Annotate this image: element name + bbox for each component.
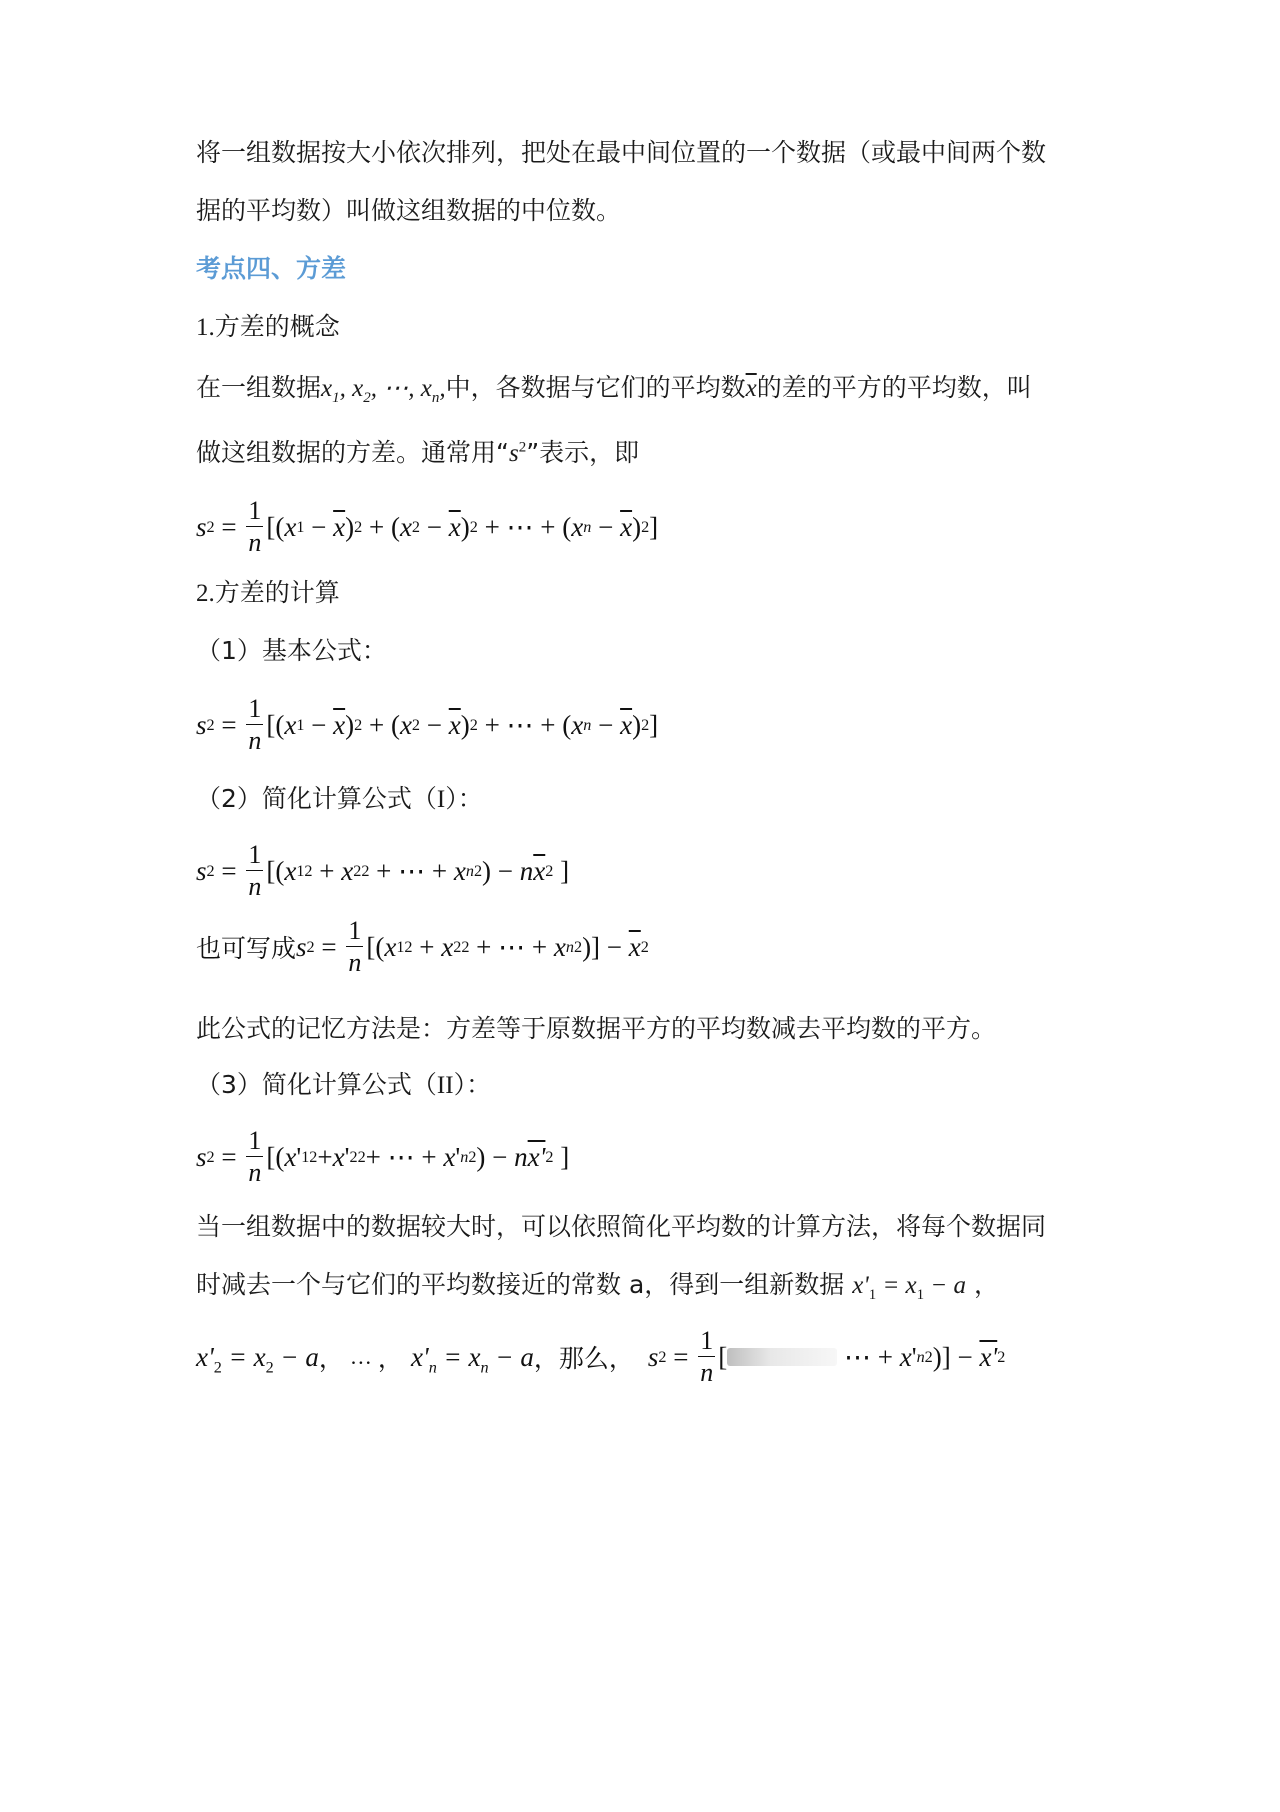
comma-1: ， [973,1270,999,1299]
concept-mid: 中，各数据与它们的平均数 [445,373,746,402]
comma-3: ， [377,1344,403,1373]
simplified-formula-1: s 2 = $\frac{1}{n}$ [( x 1 2 + x 2 2 + ⋯ + x n 2 ) − n $\overline{x}$ 2 ] [196,840,570,901]
item-2-simplified-formula-label [196,786,483,812]
simplified-formula-2: s 2 = $\frac{1}{n}$ [( x ' 1 2 + x ' 2 2 + ⋯ + x ' n 2 ) − n x' 2 ] [196,1126,570,1187]
large-data-line-2 [196,1270,999,1303]
subsection-1-text: 方差的概念 [214,312,340,341]
subsection-1-title [196,314,340,340]
median-definition-line-2: 据的平均数）叫做这组数据的中位数。 [196,196,622,225]
concept-post: 的差的平方的平均数，叫 [756,373,1032,402]
variance-symbol: $s^2$ [508,439,527,467]
subsection-2-title [196,580,340,606]
memory-tip: 此公式的记忆方法是：方差等于原数据平方的平均数减去平均数的平方。 [196,1014,997,1043]
final-variance-formula: s 2 = $\frac{1}{n}$ [ ⋯ + x ' n 2 )] − x' 2 [647,1326,1006,1387]
concept-pre: 在一组数据 [196,373,322,402]
new-data-x1-formula: $x'_1 = x_1 - a$ [852,1272,967,1303]
subsection-1-number: 1. [196,314,215,341]
blurred-region [727,1348,837,1366]
variance-definition-formula: s 2 = $\frac{1}{n}$ [( x 1 − $\overline{x}$ ) 2 + ( x 2 − $\overline{x}$ ) 2 + ⋯ + ( x n − $\overline{x}$ ) 2 ] [196,496,659,557]
mean-symbol: $\overline{x}$ [745,375,757,402]
item-2-roman: I [436,786,446,813]
comma-2: ， [318,1344,344,1373]
concept-line2-post: ”表示，即 [526,438,640,467]
median-definition-line-1: 将一组数据按大小依次排列，把处在最中间位置的一个数据（或最中间两个数 [196,138,1047,167]
item-2-pre: （2）简化计算公式（ [196,784,437,813]
basic-variance-formula: s 2 = $\frac{1}{n}$ [( x 1 − $\overline{x}$ ) 2 + ( x 2 − $\overline{x}$ ) 2 + ⋯ + ( x n − $\overline{x}$ ) 2 ] [196,694,659,755]
variance-concept-line-1 [196,373,1032,406]
large-data-line-1: 当一组数据中的数据较大时，可以依照简化平均数的计算方法，将每个数据同 [196,1212,1047,1241]
new-data-xn-formula: $x'_n = x_n - a$ [410,1341,534,1376]
large-data-line-3 [196,1328,1005,1386]
item-2-post: ）： [445,784,483,813]
data-list-formula: $x_1$, $x_2$, ⋯, $x_n$, [321,375,446,406]
item-3-post: ）： [453,1070,492,1099]
subsection-2-text: 方差的计算 [214,578,340,607]
subsection-2-number: 2. [196,580,215,607]
item-3-roman: II [436,1072,454,1099]
also-write-label: 也可写成 [196,934,297,963]
comma-4: ， [533,1344,559,1373]
section-heading: 考点四、方差 [196,254,347,283]
large-data-line-2-text: 时减去一个与它们的平均数接近的常数 a，得到一组新数据 [196,1270,845,1299]
variance-concept-line-2 [196,440,639,466]
then-label: 那么， [558,1344,634,1373]
new-data-x2-formula: $x'_2 = x_2 - a$ [196,1341,319,1376]
item-1-basic-formula-label: （1）基本公式： [196,636,387,665]
item-3-pre: （3）简化计算公式（ [196,1070,437,1099]
item-3-simplified-formula-label [196,1072,491,1098]
concept-line2-pre: 做这组数据的方差。通常用“ [196,438,509,467]
alternative-form-line: 也可写成 s 2 = $\frac{1}{n}$ [( x 1 2 + x 2 2 + ⋯ + x n 2 )] − $\overline{x}$ 2 [196,916,649,977]
ellipsis: … [349,1344,372,1369]
